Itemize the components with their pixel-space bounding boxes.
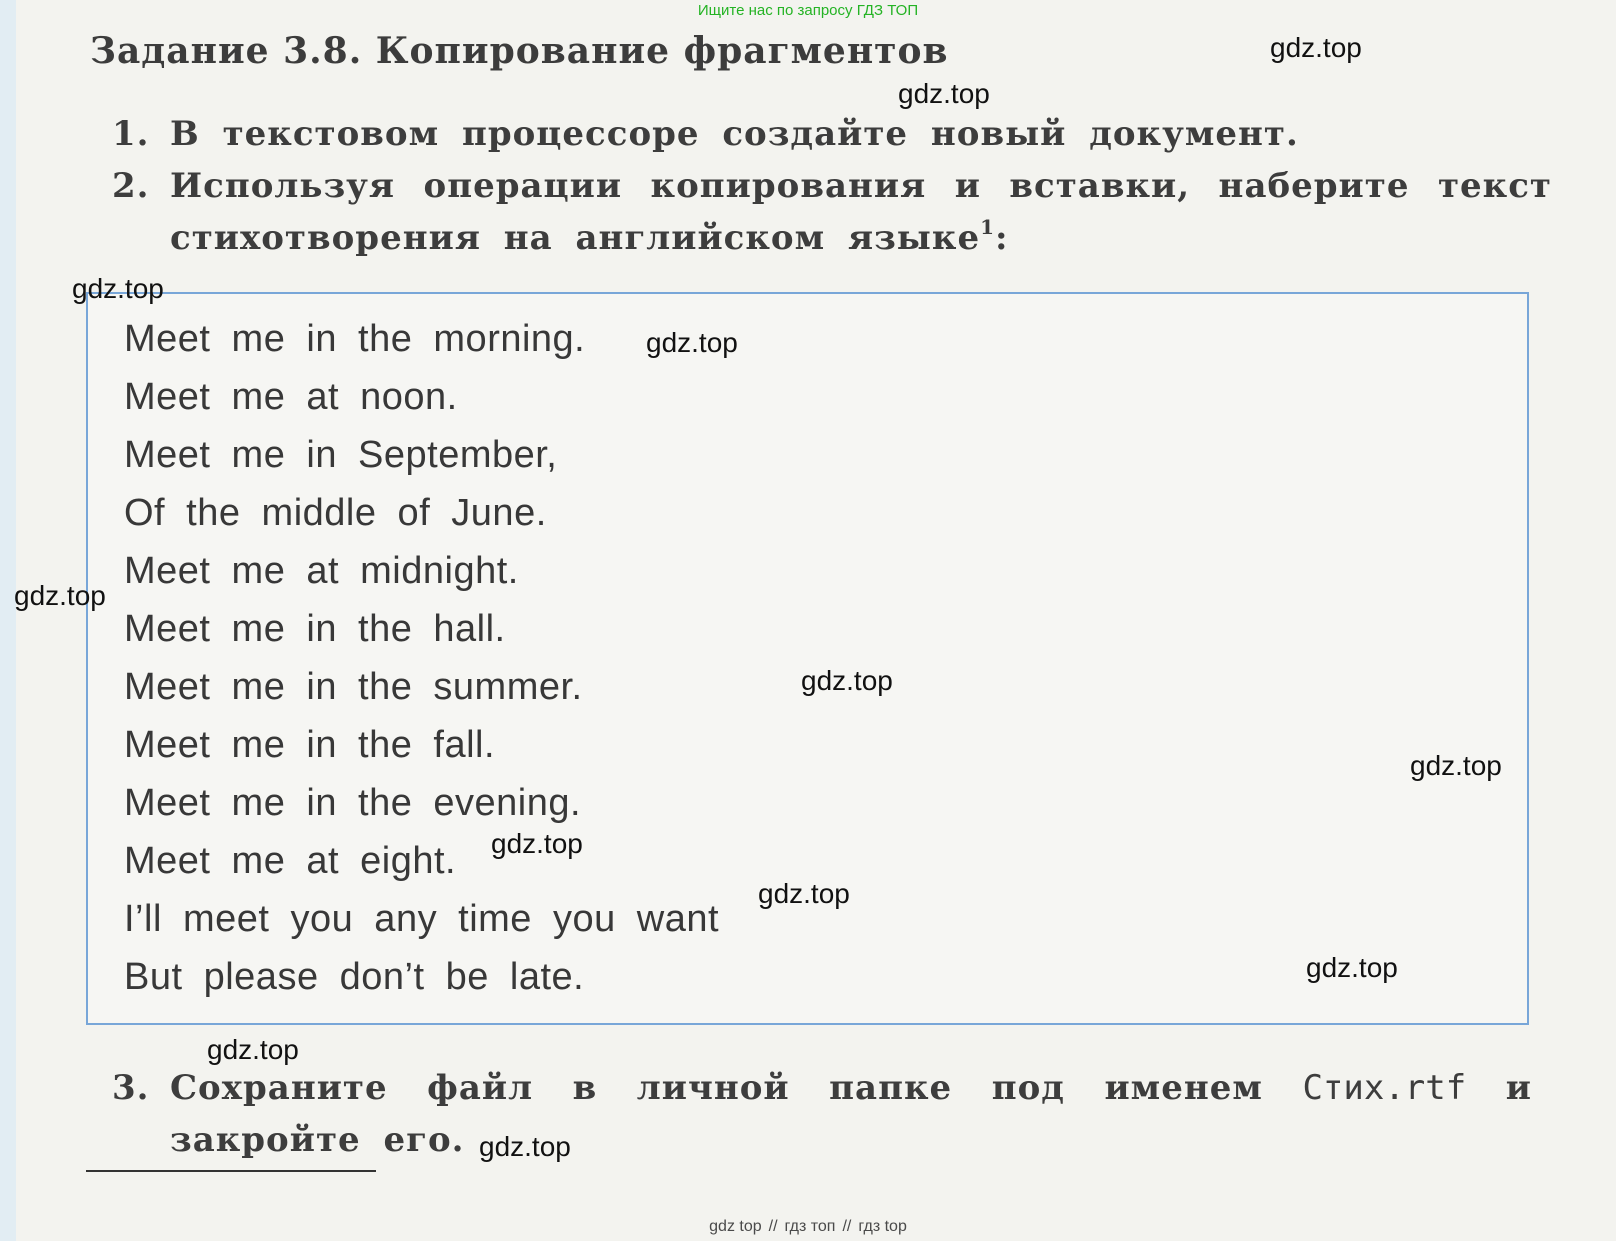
step-number: 1. bbox=[112, 114, 150, 154]
bottom-banner-item: gdz top bbox=[709, 1218, 762, 1235]
watermark: gdz.top bbox=[1306, 952, 1398, 983]
poem-line: Meet me in the evening. bbox=[124, 782, 582, 824]
step-text-tail: : bbox=[995, 218, 1009, 258]
bottom-banner-item: гдз топ bbox=[784, 1218, 836, 1235]
watermark: gdz.top bbox=[72, 273, 164, 304]
step-2 bbox=[112, 160, 1552, 264]
watermark: gdz.top bbox=[491, 828, 583, 859]
page-edge bbox=[0, 0, 16, 1241]
poem-line: Meet me at eight. bbox=[124, 840, 457, 882]
step-1 bbox=[112, 108, 1552, 160]
step-text: Сохраните файл в личной папке под именем bbox=[170, 1068, 1303, 1108]
poem-line: Meet me in the hall. bbox=[124, 608, 506, 650]
bottom-banner-separator: // bbox=[768, 1218, 778, 1235]
step-text: Используя операции копирования и вставки, наберите текст стихотворения на английском языке bbox=[170, 166, 1552, 258]
watermark: gdz.top bbox=[479, 1131, 571, 1162]
step-3 bbox=[112, 1062, 1532, 1166]
poem-line: I’ll meet you any time you want bbox=[124, 898, 720, 940]
watermark: gdz.top bbox=[1410, 750, 1502, 781]
poem-line: Meet me in the summer. bbox=[124, 666, 583, 708]
watermark: gdz.top bbox=[801, 665, 893, 696]
poem-line: Meet me at midnight. bbox=[124, 550, 519, 592]
top-banner: Ищите нас по запросу ГДЗ ТОП bbox=[697, 2, 919, 19]
bottom-banner bbox=[0, 1218, 1616, 1236]
poem-line: Meet me in September, bbox=[124, 434, 558, 476]
watermark: gdz.top bbox=[898, 78, 990, 109]
poem-line: Of the middle of June. bbox=[124, 492, 547, 534]
watermark: gdz.top bbox=[14, 580, 106, 611]
poem-line: Meet me in the morning. bbox=[124, 318, 586, 360]
task-title: Задание 3.8. Копирование фрагментов bbox=[90, 30, 949, 72]
bottom-banner-separator: // bbox=[842, 1218, 852, 1235]
watermark: gdz.top bbox=[1270, 32, 1362, 63]
bottom-banner-item: гдз top bbox=[858, 1218, 907, 1235]
watermark: gdz.top bbox=[646, 327, 738, 358]
poem-line: Meet me at noon. bbox=[124, 376, 458, 418]
step-body bbox=[170, 1062, 1532, 1166]
poem-line: Meet me in the fall. bbox=[124, 724, 496, 766]
step-number: 2. bbox=[112, 166, 150, 206]
step-body bbox=[170, 160, 1552, 264]
step-text: В текстовом процессоре создайте новый документ. bbox=[170, 114, 1299, 154]
footnote-divider bbox=[86, 1170, 376, 1172]
filename: Стих.rtf bbox=[1302, 1068, 1467, 1108]
step-number: 3. bbox=[112, 1068, 150, 1108]
poem-line: But please don’t be late. bbox=[124, 956, 585, 998]
watermark: gdz.top bbox=[207, 1034, 299, 1065]
poem-box bbox=[86, 292, 1529, 1025]
step-text-tail: и закройте его. bbox=[170, 1068, 1532, 1160]
watermark: gdz.top bbox=[758, 878, 850, 909]
footnote-marker: 1 bbox=[980, 215, 995, 239]
